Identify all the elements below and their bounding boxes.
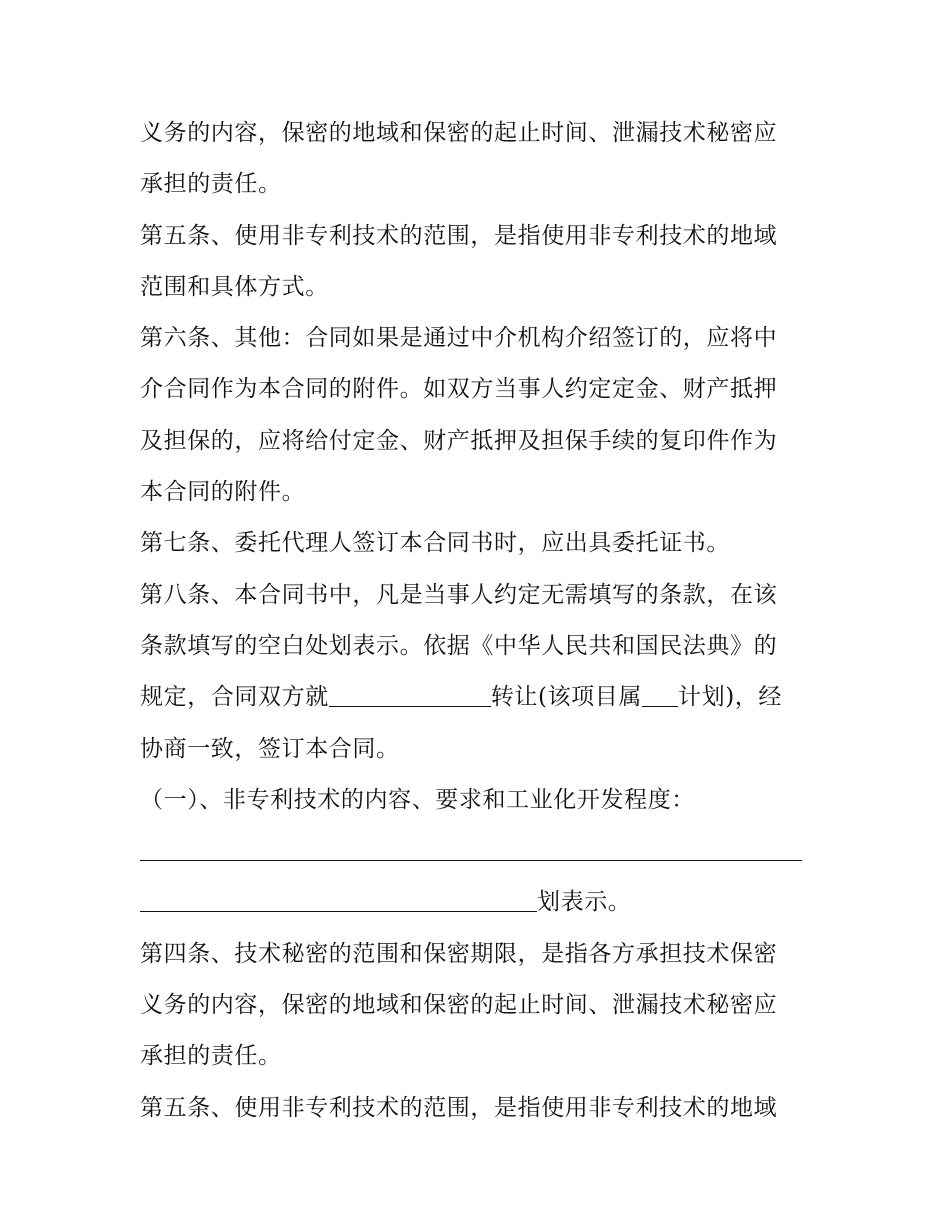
paragraph-line: 介合同作为本合同的附件。如双方当事人约定定金、财产抵押 <box>140 376 778 403</box>
paragraph-line: 第六条、其他：合同如果是通过中介机构介绍签订的，应将中 <box>140 325 778 352</box>
transfer-text-2: 转让(该项目属 <box>490 684 642 711</box>
document-body <box>140 108 820 1134</box>
paragraph-line: 第五条、使用非专利技术的范围，是指使用非专利技术的地域 <box>140 222 778 249</box>
transfer-text-3: 计划)，经 <box>678 684 782 711</box>
paragraph-line: 及担保的，应将给付定金、财产抵押及担保手续的复印件作为 <box>140 427 778 454</box>
paragraph-line: 承担的责任。 <box>140 1043 282 1070</box>
paragraph-line: 第八条、本合同书中，凡是当事人约定无需填写的条款，在该 <box>140 581 778 608</box>
paragraph-line: 承担的责任。 <box>140 171 282 198</box>
blank-line-end <box>140 877 820 928</box>
paragraph-line: 条款填写的空白处划表示。依据《中华人民共和国民法典》的 <box>140 632 778 659</box>
paragraph-line: 义务的内容，保密的地域和保密的起止时间、泄漏技术秘密应 <box>140 992 778 1019</box>
paragraph-line: 义务的内容，保密的地域和保密的起止时间、泄漏技术秘密应 <box>140 120 778 146</box>
content-blank-full[interactable] <box>140 859 802 861</box>
transfer-line <box>140 672 820 723</box>
content-blank-half[interactable] <box>140 910 537 912</box>
plan-name-blank[interactable] <box>642 705 678 707</box>
paragraph-line: 第四条、技术秘密的范围和保密期限，是指各方承担技术保密 <box>140 940 778 967</box>
paragraph-line: 本合同的附件。 <box>140 479 306 506</box>
section-heading: （一）、非专利技术的内容、要求和工业化开发程度： <box>140 786 695 813</box>
paragraph-line: 第七条、委托代理人签订本合同书时，应出具委托证书。 <box>140 530 730 557</box>
paragraph-line: 第五条、使用非专利技术的范围，是指使用非专利技术的地域 <box>140 1094 778 1121</box>
paragraph-line: 协商一致，签订本合同。 <box>140 735 400 762</box>
blank-line <box>140 826 820 877</box>
transfer-text-1: 规定，合同双方就 <box>140 684 329 711</box>
paragraph-line: 范围和具体方式。 <box>140 273 329 300</box>
blank-end-text: 划表示。 <box>537 889 632 916</box>
project-name-blank[interactable] <box>329 705 491 707</box>
